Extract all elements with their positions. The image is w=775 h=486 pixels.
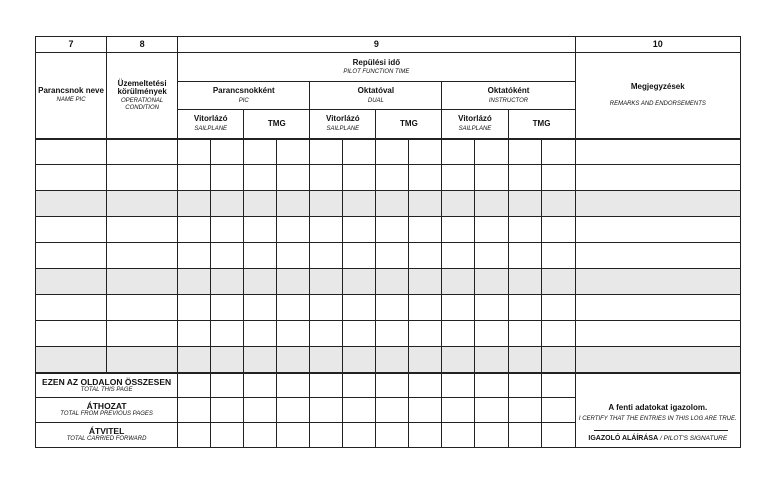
total-cell[interactable] (508, 423, 541, 448)
table-cell[interactable] (409, 165, 442, 191)
signature-line[interactable] (594, 430, 728, 431)
header-instructor-en: INSTRUCTOR (488, 97, 529, 104)
table-cell[interactable] (475, 243, 508, 269)
table-cell[interactable] (211, 295, 244, 321)
table-cell[interactable] (343, 217, 376, 243)
total-cell[interactable] (475, 423, 508, 448)
total-cell[interactable] (376, 398, 409, 423)
total-cell[interactable] (310, 423, 343, 448)
total-cell[interactable] (178, 398, 211, 423)
table-cell[interactable] (277, 191, 310, 217)
signature-caption (576, 435, 740, 443)
table-cell[interactable] (107, 321, 178, 347)
total-cell[interactable] (244, 398, 277, 423)
table-cell[interactable] (211, 217, 244, 243)
total-cell[interactable] (475, 373, 508, 398)
header-sailplane-en: SAILPLANE (194, 125, 228, 132)
table-cell[interactable] (442, 217, 475, 243)
header-sailplane-hu: Vitorlázó (326, 114, 360, 124)
header-op-cond-hu: Üzemeltetési körülmények (117, 78, 167, 96)
table-cell[interactable] (409, 243, 442, 269)
header-pic-tmg (244, 110, 310, 139)
table-cell[interactable] (211, 243, 244, 269)
table-row (36, 243, 741, 269)
header-remarks (575, 53, 740, 139)
table-cell[interactable] (442, 165, 475, 191)
total-cell[interactable] (178, 373, 211, 398)
table-row (36, 165, 741, 191)
table-cell[interactable] (475, 269, 508, 295)
total-cell[interactable] (409, 398, 442, 423)
table-cell[interactable] (541, 295, 575, 321)
table-cell[interactable] (244, 295, 277, 321)
table-cell[interactable] (508, 217, 541, 243)
table-cell[interactable] (36, 191, 107, 217)
table-cell[interactable] (343, 347, 376, 373)
total-cell[interactable] (442, 398, 475, 423)
table-cell[interactable] (107, 243, 178, 269)
table-cell[interactable] (343, 243, 376, 269)
header-dual (310, 82, 442, 110)
header-sailplane-en: SAILPLANE (458, 125, 492, 132)
total-cell[interactable] (310, 373, 343, 398)
total-cell[interactable] (310, 398, 343, 423)
table-cell[interactable] (409, 217, 442, 243)
table-cell[interactable] (211, 139, 244, 165)
total-cell[interactable] (343, 373, 376, 398)
header-pic-hu: Parancsnokként (212, 86, 275, 96)
table-cell[interactable] (575, 321, 740, 347)
table-cell[interactable] (277, 269, 310, 295)
table-cell[interactable] (178, 321, 211, 347)
table-cell[interactable] (277, 217, 310, 243)
table-cell[interactable] (244, 269, 277, 295)
table-cell[interactable] (508, 347, 541, 373)
table-cell[interactable] (541, 217, 575, 243)
table-cell[interactable] (244, 139, 277, 165)
table-cell[interactable] (36, 321, 107, 347)
total-cell[interactable] (409, 373, 442, 398)
signature-hu: IGAZOLÓ ALÁÍRÁSA (588, 435, 659, 443)
table-cell[interactable] (376, 165, 409, 191)
header-pic (178, 82, 310, 110)
total-cell[interactable] (211, 423, 244, 448)
table-cell[interactable] (107, 347, 178, 373)
total-this-page-label (36, 373, 178, 398)
certification-box (575, 373, 740, 448)
table-cell[interactable] (475, 165, 508, 191)
table-cell[interactable] (343, 165, 376, 191)
header-flight-time-hu: Repülési idő (352, 57, 401, 67)
table-cell[interactable] (211, 269, 244, 295)
table-row (36, 321, 741, 347)
header-sailplane-en: SAILPLANE (326, 125, 360, 132)
header-sailplane-hu: Vitorlázó (458, 114, 492, 124)
table-cell[interactable] (178, 295, 211, 321)
table-row (36, 295, 741, 321)
table-cell[interactable] (376, 347, 409, 373)
header-remarks-hu: Megjegyzések (630, 81, 685, 91)
total-cell[interactable] (178, 423, 211, 448)
total-carried-en: TOTAL CARRIED FORWARD (66, 436, 147, 443)
table-cell[interactable] (36, 165, 107, 191)
table-cell[interactable] (442, 139, 475, 165)
table-cell[interactable] (508, 139, 541, 165)
table-cell[interactable] (376, 269, 409, 295)
column-number-10: 10 (575, 37, 740, 53)
table-cell[interactable] (376, 243, 409, 269)
table-cell[interactable] (343, 321, 376, 347)
table-cell[interactable] (343, 269, 376, 295)
table-cell[interactable] (442, 321, 475, 347)
header-operational-condition (107, 53, 178, 139)
header-sailplane-hu: Vitorlázó (193, 114, 228, 124)
table-row (36, 217, 741, 243)
table-cell[interactable] (310, 165, 343, 191)
table-cell[interactable] (107, 191, 178, 217)
total-cell[interactable] (244, 373, 277, 398)
table-cell[interactable] (343, 295, 376, 321)
table-cell[interactable] (107, 165, 178, 191)
table-cell[interactable] (575, 217, 740, 243)
table-row (36, 139, 741, 165)
table-cell[interactable] (508, 191, 541, 217)
column-number-8: 8 (107, 37, 178, 53)
table-cell[interactable] (508, 295, 541, 321)
table-cell[interactable] (36, 243, 107, 269)
table-cell[interactable] (244, 165, 277, 191)
table-cell[interactable] (376, 191, 409, 217)
total-cell[interactable] (277, 398, 310, 423)
certify-hu: A fenti adatokat igazolom. (608, 403, 708, 413)
table-cell[interactable] (211, 321, 244, 347)
table-cell[interactable] (310, 191, 343, 217)
total-cell[interactable] (508, 373, 541, 398)
table-cell[interactable] (277, 139, 310, 165)
total-cell[interactable] (211, 398, 244, 423)
table-cell[interactable] (178, 191, 211, 217)
table-cell[interactable] (310, 243, 343, 269)
total-cell[interactable] (409, 423, 442, 448)
table-cell[interactable] (541, 243, 575, 269)
header-flight-time-en: PILOT FUNCTION TIME (343, 69, 410, 76)
table-cell[interactable] (409, 347, 442, 373)
table-cell[interactable] (277, 243, 310, 269)
table-cell[interactable] (36, 217, 107, 243)
table-cell[interactable] (575, 347, 740, 373)
table-cell[interactable] (575, 295, 740, 321)
table-cell[interactable] (442, 347, 475, 373)
table-cell[interactable] (475, 139, 508, 165)
table-cell[interactable] (508, 269, 541, 295)
total-cell[interactable] (277, 373, 310, 398)
table-cell[interactable] (442, 269, 475, 295)
table-cell[interactable] (343, 139, 376, 165)
total-cell[interactable] (211, 373, 244, 398)
table-cell[interactable] (178, 347, 211, 373)
table-cell[interactable] (575, 243, 740, 269)
table-cell[interactable] (244, 347, 277, 373)
table-cell[interactable] (541, 191, 575, 217)
total-this-page-en: TOTAL THIS PAGE (80, 386, 133, 393)
table-cell[interactable] (541, 165, 575, 191)
certify-en: I CERTIFY THAT THE ENTRIES IN THIS LOG ARE TRUE. (578, 415, 737, 422)
table-cell[interactable] (409, 269, 442, 295)
table-cell[interactable] (36, 139, 107, 165)
signature-en: / PILOT'S SIGNATURE (659, 435, 728, 443)
total-this-page-hu: EZEN AZ OLDALON ÖSSZESEN (42, 376, 172, 387)
header-dual-sailplane (310, 110, 376, 139)
total-cell[interactable] (442, 423, 475, 448)
total-cell[interactable] (277, 423, 310, 448)
table-cell[interactable] (107, 139, 178, 165)
table-row (36, 269, 741, 295)
total-carried-hu: ÁTVITEL (88, 426, 125, 437)
table-cell[interactable] (36, 295, 107, 321)
table-cell[interactable] (211, 347, 244, 373)
table-cell[interactable] (310, 269, 343, 295)
header-name-pic (36, 53, 107, 139)
header-name-pic-hu: Parancsnok neve (38, 85, 104, 95)
table-cell[interactable] (475, 321, 508, 347)
header-remarks-en: REMARKS AND ENDORSEMENTS (609, 101, 706, 108)
table-cell[interactable] (310, 347, 343, 373)
table-cell[interactable] (244, 321, 277, 347)
table-cell[interactable] (343, 191, 376, 217)
table-cell[interactable] (277, 165, 310, 191)
total-cell[interactable] (442, 373, 475, 398)
table-cell[interactable] (442, 191, 475, 217)
total-cell[interactable] (376, 423, 409, 448)
table-cell[interactable] (36, 347, 107, 373)
table-cell[interactable] (178, 217, 211, 243)
total-cell[interactable] (475, 398, 508, 423)
table-cell[interactable] (178, 269, 211, 295)
total-cell[interactable] (508, 398, 541, 423)
table-cell[interactable] (107, 217, 178, 243)
table-cell[interactable] (376, 139, 409, 165)
totals-row-page (36, 373, 741, 398)
table-cell[interactable] (211, 191, 244, 217)
header-pic-sailplane (178, 110, 244, 139)
table-cell[interactable] (442, 295, 475, 321)
table-cell[interactable] (475, 347, 508, 373)
total-cell[interactable] (376, 373, 409, 398)
total-cell[interactable] (343, 398, 376, 423)
table-cell[interactable] (310, 321, 343, 347)
total-cell[interactable] (541, 373, 575, 398)
header-instructor-hu: Oktatóként (487, 86, 530, 96)
table-cell[interactable] (508, 165, 541, 191)
table-cell[interactable] (36, 269, 107, 295)
table-cell[interactable] (575, 139, 740, 165)
total-previous-en: TOTAL FROM PREVIOUS PAGES (60, 411, 153, 418)
header-instructor-tmg (508, 110, 575, 139)
table-cell[interactable] (575, 269, 740, 295)
table-cell[interactable] (244, 243, 277, 269)
table-cell[interactable] (508, 243, 541, 269)
table-cell[interactable] (575, 191, 740, 217)
column-number-7: 7 (36, 37, 107, 53)
header-tmg: TMG (400, 118, 418, 128)
header-tmg: TMG (267, 118, 286, 128)
total-cell[interactable] (541, 423, 575, 448)
table-cell[interactable] (178, 165, 211, 191)
table-cell[interactable] (541, 321, 575, 347)
table-cell[interactable] (409, 295, 442, 321)
header-dual-tmg (376, 110, 442, 139)
header-flight-time (178, 53, 575, 82)
table-cell[interactable] (107, 269, 178, 295)
table-cell[interactable] (310, 295, 343, 321)
table-row (36, 347, 741, 373)
table-cell[interactable] (475, 217, 508, 243)
table-cell[interactable] (376, 295, 409, 321)
header-op-cond-en: OPERATIONAL CONDITION (121, 98, 164, 111)
table-cell[interactable] (508, 321, 541, 347)
table-cell[interactable] (541, 347, 575, 373)
table-cell[interactable] (409, 321, 442, 347)
header-instructor (442, 82, 575, 110)
table-cell[interactable] (376, 321, 409, 347)
table-cell[interactable] (442, 243, 475, 269)
total-previous-hu: ÁTHOZAT (86, 401, 127, 412)
table-cell[interactable] (178, 243, 211, 269)
header-instructor-sailplane (442, 110, 508, 139)
table-cell[interactable] (475, 295, 508, 321)
total-previous-label (36, 398, 178, 423)
table-row (36, 191, 741, 217)
total-cell[interactable] (541, 398, 575, 423)
table-cell[interactable] (310, 217, 343, 243)
header-tmg: TMG (532, 118, 551, 128)
header-dual-en: DUAL (367, 97, 384, 104)
total-cell[interactable] (244, 423, 277, 448)
table-cell[interactable] (178, 139, 211, 165)
table-cell[interactable] (310, 139, 343, 165)
table-cell[interactable] (277, 295, 310, 321)
total-cell[interactable] (343, 423, 376, 448)
table-cell[interactable] (244, 191, 277, 217)
table-cell[interactable] (409, 139, 442, 165)
column-number-9: 9 (178, 37, 575, 53)
table-cell[interactable] (376, 217, 409, 243)
table-cell[interactable] (277, 347, 310, 373)
table-cell[interactable] (541, 139, 575, 165)
total-carried-label (36, 423, 178, 448)
logbook-table (35, 36, 741, 448)
table-cell[interactable] (475, 191, 508, 217)
table-cell[interactable] (244, 217, 277, 243)
header-dual-hu: Oktatóval (357, 86, 395, 96)
header-name-pic-en: NAME PIC (56, 97, 86, 104)
table-cell[interactable] (277, 321, 310, 347)
header-pic-en: PIC (238, 97, 249, 104)
data-rows (36, 139, 741, 373)
table-cell[interactable] (211, 165, 244, 191)
table-cell[interactable] (541, 269, 575, 295)
table-cell[interactable] (575, 165, 740, 191)
table-cell[interactable] (409, 191, 442, 217)
table-cell[interactable] (107, 295, 178, 321)
